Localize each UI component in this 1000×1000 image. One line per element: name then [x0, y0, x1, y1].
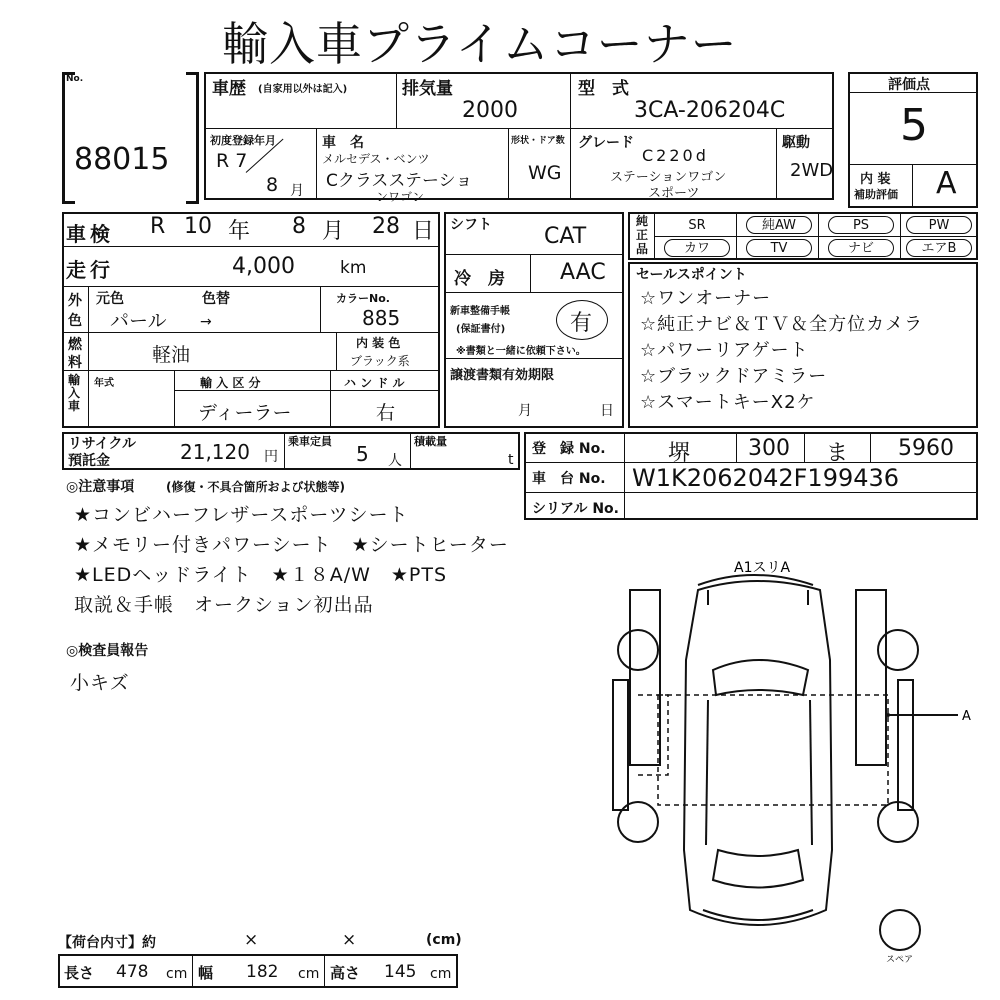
length-label: 長さ — [64, 964, 95, 982]
no-label: No. — [66, 74, 84, 84]
width-label: 幅 — [198, 964, 214, 982]
note-line-2: ★メモリー付きパワーシート ★シートヒーター — [74, 534, 509, 556]
cargo-label: 【荷台内寸】約 — [58, 935, 156, 951]
mileage-value: 4,000 — [232, 254, 295, 279]
cargo-x1: × — [244, 930, 259, 950]
color-label-2: 色 — [68, 313, 82, 329]
load-unit: t — [508, 452, 514, 468]
score-value: 5 — [900, 100, 928, 151]
height-value: 145 — [384, 962, 417, 982]
grade-3: スポーツ — [648, 186, 700, 201]
import-class-value: ディーラー — [198, 402, 292, 424]
model-value: 3CA-206204C — [634, 98, 786, 123]
chassis-value: W1K2062042F199436 — [632, 464, 900, 492]
sales-point-1: ☆ワンオーナー — [640, 288, 772, 309]
fuel-label-1: 燃 — [68, 337, 82, 353]
equip-pw: PW — [906, 216, 972, 234]
shape-value: WG — [528, 162, 562, 184]
color-orig-value: パール — [110, 310, 167, 332]
inspector-value: 小キズ — [70, 672, 130, 694]
height-label: 高さ — [330, 964, 361, 982]
inspection-month-unit: 月 — [322, 219, 345, 244]
color-orig-label: 元色 — [96, 291, 124, 307]
sales-point-3: ☆パワーリアゲート — [640, 340, 809, 361]
chassis-label: 車 台 No. — [532, 471, 606, 487]
inspection-year-unit: 年 — [228, 219, 251, 244]
color-change-label: 色替 — [202, 291, 230, 307]
equip-ps: PS — [828, 216, 894, 234]
sales-points-label: セールスポイント — [636, 267, 747, 283]
grade-1: C220d — [642, 146, 709, 165]
side-mark: A — [962, 709, 971, 724]
shift-value: CAT — [544, 224, 587, 249]
height-cm: cm — [430, 966, 452, 982]
capacity-unit: 人 — [388, 453, 402, 469]
recycle-label-1: リサイクル — [68, 436, 137, 452]
sales-point-5: ☆スマートキーX2ケ — [640, 392, 816, 413]
interior-color-label: 内 装 色 — [356, 336, 401, 350]
notes-sub: (修復・不具合箇所および状態等) — [166, 480, 345, 494]
shift-label: シフト — [450, 217, 492, 233]
shape-label: 形状・ドア数 — [511, 136, 565, 146]
displacement-value: 2000 — [462, 98, 518, 123]
import-handle-label: ハ ン ド ル — [344, 376, 405, 390]
interior-color-value: ブラック系 — [350, 354, 410, 368]
manual-label-1: 新車整備手帳 — [450, 306, 510, 317]
equip-tv: TV — [746, 239, 812, 257]
equip-alloy-wheel: 純AW — [746, 216, 812, 234]
note-line-1: ★コンビハーフレザースポーツシート — [74, 504, 409, 526]
serial-label: シリアル No. — [532, 501, 619, 517]
inspection-year: 10 — [184, 214, 212, 239]
equipment-label: 純正品 — [636, 214, 649, 256]
import-label: 輸入車 — [68, 373, 81, 413]
grade-2: ステーションワゴン — [610, 170, 727, 185]
front-mark: A1スリA — [734, 560, 791, 576]
width-cm: cm — [298, 966, 320, 982]
spare-label: スペア — [886, 955, 914, 965]
equip-leather: カワ — [664, 239, 730, 257]
first-reg-label: 初度登録年月 — [210, 134, 276, 147]
manual-note: ※書類と一緒に依頼下さい。 — [456, 346, 586, 357]
note-line-3: ★LEDヘッドライト ★１８A/W ★PTS — [74, 564, 448, 586]
sales-point-2: ☆純正ナビ＆ＴＶ＆全方位カメラ — [640, 314, 924, 335]
reg-label: 登 録 No. — [532, 441, 606, 457]
interior-label-1: 内 装 — [860, 172, 891, 187]
color-label-1: 外 — [68, 293, 82, 309]
equip-sr: SR — [688, 218, 706, 233]
manual-label-2: (保証書付) — [456, 324, 506, 335]
color-arrow: → — [200, 314, 212, 330]
length-cm: cm — [166, 966, 188, 982]
transfer-month-unit: 月 — [518, 403, 532, 419]
carname-1: Cクラスステーショ — [326, 171, 473, 191]
inspector-label: ◎検査員報告 — [66, 643, 149, 659]
score-label: 評価点 — [888, 77, 930, 93]
interior-value: A — [936, 166, 957, 201]
transfer-day-unit: 日 — [600, 403, 614, 419]
import-year-label: 年式 — [94, 378, 114, 389]
transfer-label: 譲渡書類有効期限 — [450, 368, 555, 383]
history-sub: (自家用以外は記入) — [258, 84, 348, 95]
reg-class: 300 — [748, 436, 790, 461]
import-class-label: 輸 入 区 分 — [200, 376, 261, 390]
recycle-value: 21,120 — [180, 440, 250, 464]
capacity-label: 乗車定員 — [288, 435, 332, 448]
reg-kana: ま — [826, 441, 849, 466]
no-value: 88015 — [74, 142, 170, 177]
inspection-day: 28 — [372, 214, 400, 239]
grade-label: グレード — [578, 135, 634, 151]
recycle-unit: 円 — [264, 449, 278, 465]
color-code-value: 885 — [362, 306, 401, 330]
fuel-value: 軽油 — [152, 344, 191, 366]
car-damage-diagram — [598, 550, 978, 970]
capacity-value: 5 — [356, 442, 369, 466]
load-label: 積載量 — [414, 435, 447, 448]
mileage-unit: km — [340, 258, 367, 278]
no-bracket — [62, 72, 75, 204]
width-value: 182 — [246, 962, 279, 982]
page-title: 輸入車プライムコーナー — [222, 17, 738, 71]
manual-value: 有 — [570, 311, 593, 336]
sales-point-4: ☆ブラックドアミラー — [640, 366, 828, 387]
equip-airbag: エアB — [906, 239, 972, 257]
inspection-day-unit: 日 — [412, 219, 435, 244]
inspection-month: 8 — [292, 214, 306, 239]
first-reg-era: R 7 — [216, 150, 248, 172]
recycle-label-2: 預託金 — [68, 453, 110, 469]
fuel-label-2: 料 — [68, 355, 82, 371]
carname-2: ンワゴン — [376, 190, 425, 204]
import-handle-value: 右 — [376, 402, 396, 424]
notes-label: ◎注意事項 — [66, 479, 135, 495]
history-label: 車歴 — [212, 79, 246, 99]
ac-value: AAC — [560, 260, 606, 285]
ac-label: 冷 房 — [454, 269, 505, 289]
model-label: 型 式 — [578, 79, 629, 99]
drive-label: 駆動 — [782, 135, 810, 151]
maker: メルセデス・ベンツ — [322, 152, 430, 166]
reg-number: 5960 — [898, 436, 954, 461]
interior-label-2: 補助評価 — [854, 188, 898, 201]
mileage-label: 走行 — [66, 258, 114, 282]
color-code-label: カラーNo. — [336, 292, 390, 305]
displacement-label: 排気量 — [402, 79, 453, 99]
reg-place: 堺 — [668, 441, 691, 466]
no-bracket-right — [186, 72, 199, 204]
note-line-4: 取説＆手帳 オークション初出品 — [74, 594, 374, 616]
equip-navi: ナビ — [828, 239, 894, 257]
first-reg-month-unit: 月 — [290, 183, 304, 199]
drive-value: 2WD — [790, 160, 834, 181]
inspection-era: R — [150, 214, 166, 239]
cargo-x2: × — [342, 930, 357, 950]
length-value: 478 — [116, 962, 149, 982]
carname-label: 車 名 — [322, 135, 364, 151]
first-reg-month: 8 — [266, 174, 279, 196]
inspection-label: 車検 — [66, 222, 114, 246]
cargo-unit: (cm) — [426, 932, 462, 948]
